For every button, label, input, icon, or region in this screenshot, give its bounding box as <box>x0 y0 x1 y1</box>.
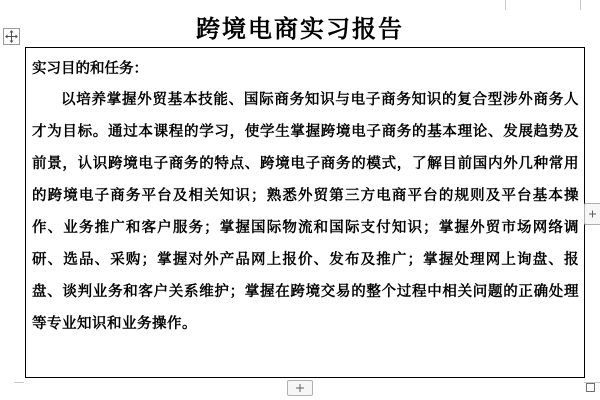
page-margin-guide <box>14 382 24 383</box>
body-paragraph: 以培养掌握外贸基本技能、国际商务知识与电子商务知识的复合型涉外商务人才为目标。通过本课程的学习，使学生掌握跨境电子商务的基本理论、发展趋势及前景，认识跨境电子商务的特点、跨境电子商务的模式，了解目前国内外几种常用的跨境电子商务平台及相关知识；熟悉外贸第三方电商平台的规则及平台基本操作、业务推广和客户服务；掌握国际物流和国际支付知识；掌握外贸市场网络调研、选品、采购；掌握对外产品网上报价、发布及推广；掌握处理网上询盘、报盘、谈判业务和客户关系维护；掌握在跨境交易的整个过程中相关问题的正确处理等专业知识和业务操作。 <box>32 91 579 332</box>
content-table <box>25 47 585 378</box>
page-margin-guide <box>580 0 581 10</box>
table-move-handle[interactable] <box>3 28 20 45</box>
table-cell[interactable] <box>32 54 579 340</box>
page-title: 跨境电商实习报告 <box>196 14 404 43</box>
plus-icon <box>288 381 312 395</box>
add-column-button[interactable] <box>584 203 600 225</box>
four-way-arrow-icon <box>4 29 19 44</box>
page-margin-guide <box>505 0 506 10</box>
table-resize-handle[interactable] <box>586 383 595 392</box>
add-row-button[interactable] <box>287 380 313 396</box>
plus-icon <box>588 204 597 224</box>
section-heading: 实习目的和任务： <box>32 60 148 77</box>
